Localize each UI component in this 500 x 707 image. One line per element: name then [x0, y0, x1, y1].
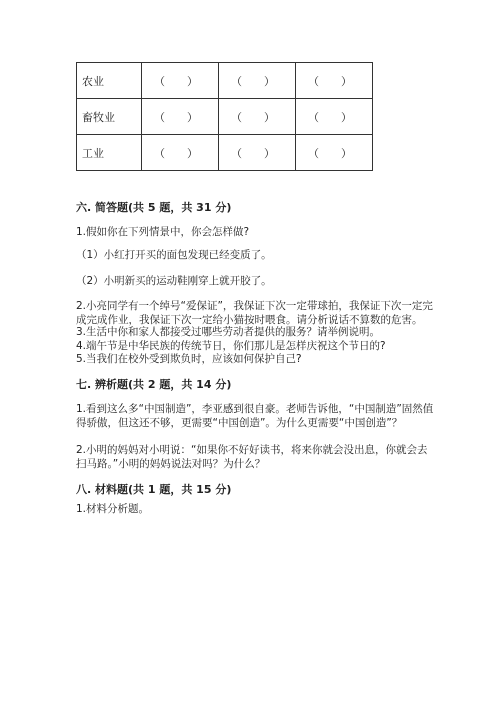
answer-blank: （ ）: [154, 146, 198, 160]
question-text: 5.当我们在校外受到欺负时，应该如何保护自己?: [76, 353, 302, 365]
answer-cell: [219, 99, 296, 135]
question-text: 2.小亮同学有一个绰号“爱保证”，我保证下次一定带球拍，我保证下次一定完成完成作业，我保证下次一定给小猫按时喂食。请分析说话不算数的危害。: [76, 300, 433, 326]
question-text: 1.看到这么多“中国制造”，李亚感到很自豪。老师告诉他，“中国制造”固然值得骄傲，但这还不够，更需要“中国创造”。为什么更需要“中国创造”？: [76, 403, 434, 429]
answer-cell: [219, 135, 296, 171]
table-row: [77, 135, 373, 171]
question-text: 1.材料分析题。: [76, 503, 150, 515]
question-text: 1.假如你在下列情景中，你会怎样做?: [76, 226, 250, 238]
question-text: 2.小明的妈妈对小明说：“如果你不好好读书，将来你就会没出息，你就会去扫马路。”小明的妈妈说法对吗？为什么？: [76, 444, 428, 470]
answer-cell: [296, 99, 373, 135]
row-label-industry: 工业: [77, 135, 142, 171]
answer-cell: [142, 63, 219, 99]
answer-cell: [219, 63, 296, 99]
answer-blank: （ ）: [308, 146, 352, 160]
answer-blank: （ ）: [154, 74, 198, 88]
answer-cell: [296, 135, 373, 171]
answer-cell: [296, 63, 373, 99]
section-seven-title: 七. 辨析题(共 2 题，共 14 分): [76, 378, 232, 391]
question-text: 4.端午节是中华民族的传统节日，你们那儿是怎样庆祝这个节日的?: [76, 340, 386, 352]
answer-blank: （ ）: [154, 110, 198, 124]
row-label-animal-husbandry: 畜牧业: [77, 99, 142, 135]
answer-blank: （ ）: [308, 74, 352, 88]
question-text: 3.生活中你和家人都接受过哪些劳动者提供的服务？请举例说明。: [76, 326, 381, 338]
section-six-title: 六. 简答题(共 5 题，共 31 分): [76, 201, 232, 214]
answer-cell: [142, 99, 219, 135]
question-subitem: （2）小明新买的运动鞋刚穿上就开胶了。: [76, 275, 272, 287]
answer-blank: （ ）: [231, 74, 275, 88]
answer-cell: [142, 135, 219, 171]
answer-table: [76, 62, 373, 171]
section-eight-title: 八. 材料题(共 1 题，共 15 分): [76, 483, 232, 496]
row-label-agriculture: 农业: [77, 63, 142, 99]
table-row: [77, 99, 373, 135]
answer-blank: （ ）: [231, 146, 275, 160]
answer-blank: （ ）: [308, 110, 352, 124]
table-row: [77, 63, 373, 99]
answer-blank: （ ）: [231, 110, 275, 124]
question-subitem: （1）小红打开买的面包发现已经变质了。: [76, 249, 272, 261]
